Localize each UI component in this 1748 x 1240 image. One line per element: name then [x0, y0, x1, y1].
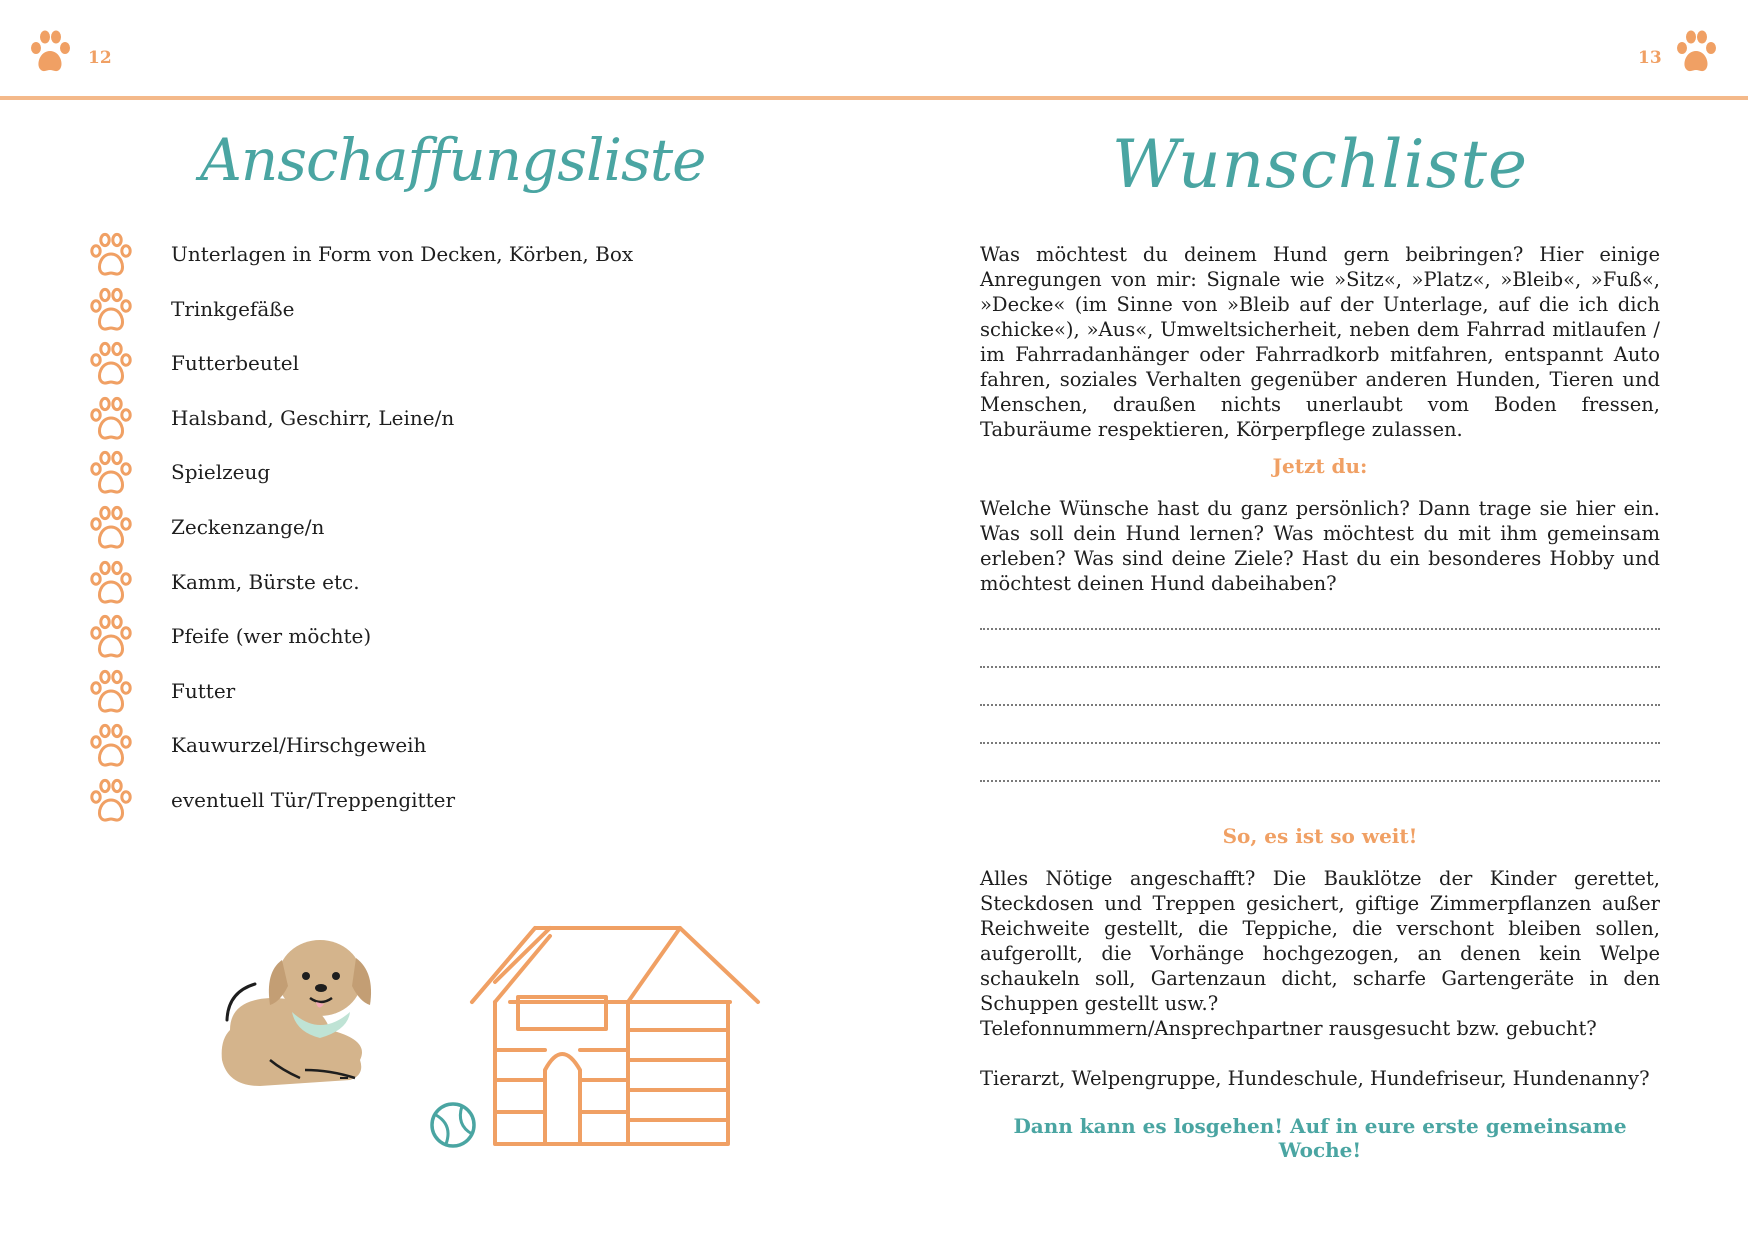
list-item-label: Zeckenzange/n: [171, 514, 325, 539]
paw-outline-icon: [88, 505, 134, 551]
list-item: [88, 669, 788, 724]
doghouse-icon: [472, 928, 758, 1144]
list-item-label: Halsband, Geschirr, Leine/n: [171, 405, 455, 430]
paw-outline-icon: [88, 723, 134, 769]
paw-outline-icon: [88, 396, 134, 442]
anschaffungsliste: [88, 232, 788, 833]
list-item-label: Kauwurzel/Hirschgeweih: [171, 733, 427, 758]
puppy-doghouse-illustration: [210, 920, 770, 1150]
list-item: [88, 396, 788, 451]
write-line[interactable]: [980, 628, 1660, 630]
write-line[interactable]: [980, 704, 1660, 706]
so-weit-heading: So, es ist so weit!: [1222, 824, 1418, 848]
list-item-label: Futter: [171, 678, 236, 703]
puppy-icon: [222, 940, 371, 1086]
paw-outline-icon: [88, 287, 134, 333]
list-item: [88, 723, 788, 778]
write-line[interactable]: [980, 780, 1660, 782]
page-number-right: 13: [1638, 48, 1662, 68]
paw-outline-icon: [88, 560, 134, 606]
list-item-label: Trinkgefäße: [171, 296, 295, 321]
list-item: [88, 560, 788, 615]
paw-outline-icon: [88, 669, 134, 715]
so-weit-paragraph: Alles Nötige angeschafft? Die Bauklötze der Kinder gerettet, Steckdosen und Treppen gesichert, giftige Zimmerpflanzen außer Reichweite gestellt, die Teppiche, die verschont bleiben sollen, aufgerollt, die Vorhänge hochgezogen, an denen kein Welpe schaukeln soll, Gartenzaun dicht, scharfe Gartengeräte in den Schuppen gestellt usw.?: [980, 867, 1660, 1015]
list-item-label: eventuell Tür/Treppengitter: [171, 787, 456, 812]
paw-outline-icon: [88, 232, 134, 278]
write-line[interactable]: [980, 742, 1660, 744]
list-item-label: Pfeife (wer möchte): [171, 624, 372, 649]
page-number-left: 12: [88, 48, 112, 68]
paw-outline-icon: [88, 450, 134, 496]
header-rule: [0, 96, 1748, 100]
list-item: [88, 614, 788, 669]
list-item-label: Spielzeug: [171, 460, 271, 485]
right-page-title: Wunschliste: [1111, 126, 1529, 203]
paw-outline-icon: [88, 614, 134, 660]
tierarzt-line: Tierarzt, Welpengruppe, Hundeschule, Hundefriseur, Hundenanny?: [980, 1067, 1650, 1090]
paw-outline-icon: [88, 778, 134, 824]
list-item-label: Kamm, Bürste etc.: [171, 569, 360, 594]
ball-icon: [432, 1104, 474, 1146]
jetzt-du-paragraph: Welche Wünsche hast du ganz persönlich? Dann trage sie hier ein. Was soll dein Hund lernen? Was möchtest du mit ihm gemeinsam erleben? Was sind deine Ziele? Hast du ein besonderes Hobby und möchtest deinen Hund dabeihaben?: [980, 497, 1660, 595]
list-item: [88, 778, 788, 833]
list-item-label: Unterlagen in Form von Decken, Körben, Box: [171, 242, 634, 266]
write-line[interactable]: [980, 666, 1660, 668]
intro-paragraph: Was möchtest du deinem Hund gern beibringen? Hier einige Anregungen von mir: Signale wie »Sitz«, »Platz«, »Bleib«, »Fuß«, »Decke« (im Sinne von »Bleib auf der Unterlage, auf die ich dich schicke«), »Aus«, Umweltsicherheit, neben dem Fahrrad mitlaufen / im Fahrradanhänger oder Fahrradkorb mitfahren, entspannt Auto fahren, soziales Verhalten gegenüber anderen Hunden, Tieren und Menschen, draußen nichts unerlaubt vom Boden fressen, Taburäume respektieren, Körperpflege zulassen.: [980, 243, 1660, 441]
list-item: [88, 341, 788, 396]
list-item: [88, 232, 788, 287]
jetzt-du-heading: Jetzt du:: [1272, 454, 1368, 478]
paw-header-right-icon: [1674, 28, 1718, 76]
telefon-line: Telefonnummern/Ansprechpartner rausgesucht bzw. gebucht?: [980, 1017, 1597, 1040]
paw-outline-icon: [88, 341, 134, 387]
list-item: [88, 287, 788, 342]
list-item-label: Futterbeutel: [171, 351, 300, 376]
paw-header-left-icon: [28, 28, 72, 76]
left-page-title: Anschaffungsliste: [200, 126, 706, 194]
closing-line: Dann kann es losgehen! Auf in eure erste gemeinsame Woche!: [1013, 1114, 1627, 1162]
list-item: [88, 505, 788, 560]
list-item: [88, 450, 788, 505]
